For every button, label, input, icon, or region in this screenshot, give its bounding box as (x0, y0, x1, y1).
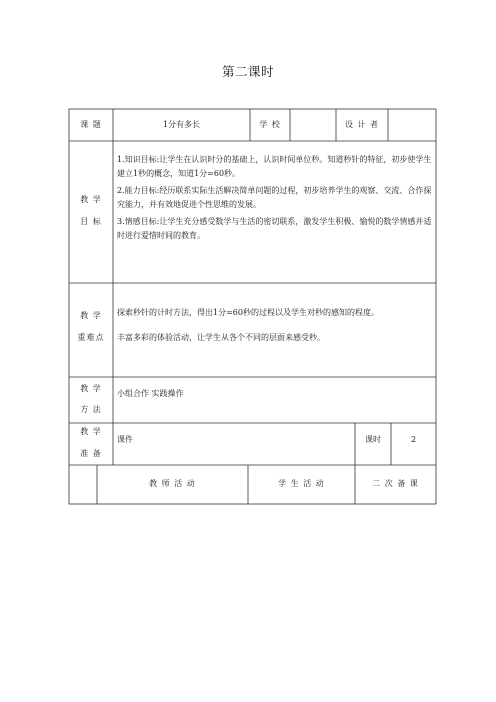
prep-label (69, 421, 113, 465)
goals-label-line1: 教 学 (80, 195, 102, 204)
topic-label: 课 题 (80, 120, 102, 129)
keypoints-label (69, 305, 113, 349)
goals-label (69, 189, 113, 233)
page-title: 第二课时 (221, 64, 274, 79)
method-label-line2: 方 法 (80, 405, 102, 414)
goal-knowledge: 1.知识目标:让学生在认识时分的基础上，认识时间单位秒。知道秒针的特征，初步使学生建立1秒的概念，知道1分=60秒。 (117, 155, 432, 178)
goal-emotion: 3.情感目标:让学生充分感受数学与生活的密切联系，激发学生积极、愉悦的数学情感并适时进行爱惜时间的教育。 (117, 217, 432, 240)
method-value: 小组合作 实践操作 (117, 389, 184, 398)
teacher-activity-header: 教 师 活 动 (149, 479, 196, 488)
prep-label-line2: 准 备 (80, 449, 102, 458)
goals-content (117, 153, 433, 246)
student-activity-header: 学 生 活 动 (278, 479, 325, 488)
hours-value: 2 (410, 435, 417, 444)
prep-value: 课件 (117, 435, 133, 444)
keypoint-1: 探索秒针的计时方法，得出1分=60秒的过程以及学生对秒的感知的程度。 (117, 308, 379, 317)
school-label: 学 校 (259, 120, 281, 129)
second-prep-header: 二 次 备 课 (372, 479, 419, 488)
hours-label: 课时 (365, 435, 381, 444)
method-label (69, 378, 113, 420)
prep-label-line1: 教 学 (80, 427, 102, 436)
topic-value: 1分有多长 (162, 120, 201, 129)
keypoint-2: 丰富多彩的体验活动，让学生从各个不同的层面来感受秒。 (117, 333, 325, 342)
keypoints-label-line1: 教 学 (80, 311, 102, 320)
designer-label: 设 计 者 (344, 120, 380, 129)
goals-label-line2: 目 标 (80, 217, 102, 226)
method-label-line1: 教 学 (80, 384, 102, 393)
keypoints-content (117, 306, 433, 348)
keypoints-label-line2: 重难点 (77, 333, 105, 342)
goal-ability: 2.能力目标:经历联系实际生活解决简单问题的过程，初步培养学生的观察、交流、合作探究能力，并有效地促进个性思维的发展。 (117, 186, 432, 209)
